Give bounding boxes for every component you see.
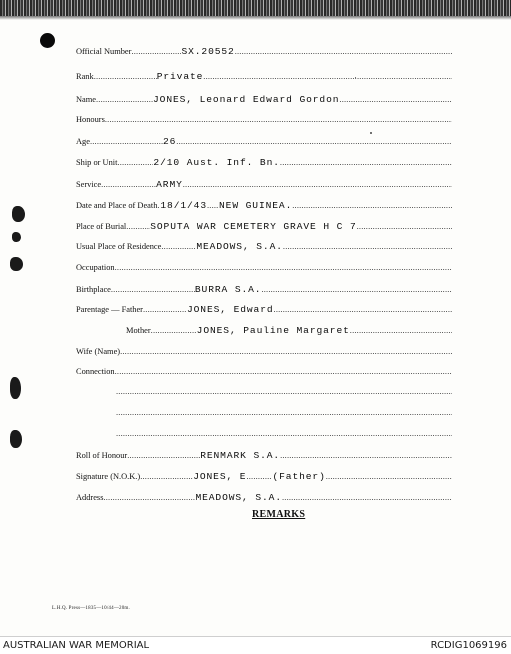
remarks-heading: REMARKS: [252, 509, 306, 520]
occupation-row: [76, 263, 452, 272]
connection-line: [116, 387, 452, 396]
usual-residence-value: MEADOWS, S.A.: [196, 241, 283, 252]
date-place-death-row: [76, 200, 452, 211]
leader-dots: [274, 305, 452, 314]
leader-dots: [111, 285, 195, 294]
connection-label: Connection: [76, 367, 115, 376]
leader-dots: [292, 201, 452, 210]
leader-dots: [207, 201, 219, 210]
age-label: Age: [76, 137, 90, 146]
leader-dots: [326, 472, 452, 481]
name-row: [76, 94, 452, 105]
leader-dots: [161, 242, 196, 251]
address-value: MEADOWS, S.A.: [195, 492, 282, 503]
birthplace-row: [76, 284, 452, 295]
printer-imprint: L.H.Q. Press—1835—10/44—20m.: [52, 606, 130, 611]
archive-footer: [0, 636, 511, 654]
binder-mark: [10, 377, 21, 399]
leader-dots: [246, 472, 272, 481]
ship-or-unit-label: Ship or Unit: [76, 158, 118, 167]
ship-or-unit-row: [76, 157, 452, 168]
leader-dots: [131, 47, 181, 56]
rank-value: Private: [156, 71, 204, 82]
leader-dots: [116, 429, 452, 438]
father-value: JONES, Edward: [186, 304, 274, 315]
leader-dots: [126, 222, 150, 231]
leader-dots: [283, 242, 452, 251]
age-row: [76, 136, 452, 147]
mother-label: Mother: [126, 326, 151, 335]
leader-dots: [140, 472, 193, 481]
connection-row: [76, 367, 452, 376]
roll-of-honour-row: [76, 450, 452, 461]
place-of-burial-row: [76, 221, 452, 232]
birthplace-label: Birthplace: [76, 285, 111, 294]
wife-label: Wife (Name): [76, 347, 121, 356]
death-date-value: 18/1/43: [160, 200, 207, 211]
leader-dots: [96, 95, 153, 104]
usual-residence-label: Usual Place of Residence: [76, 242, 162, 251]
official-number-value: SX.20552: [181, 46, 235, 57]
leader-dots: [282, 493, 452, 502]
leader-dots: [103, 493, 195, 502]
leader-dots: [280, 158, 452, 167]
father-row: [76, 304, 452, 315]
leader-dots: [116, 387, 452, 396]
leader-dots: [127, 451, 200, 460]
leader-dots: [183, 180, 452, 189]
rank-row: [76, 71, 452, 82]
signature-nok-label: Signature (N.O.K.): [76, 472, 141, 481]
scan-edge: [0, 0, 511, 16]
ship-or-unit-value: 2/10 Aust. Inf. Bn.: [153, 157, 280, 168]
roll-of-honour-label: Roll of Honour: [76, 451, 128, 460]
binder-mark: [10, 257, 23, 271]
official-number-label: Official Number: [76, 47, 132, 56]
leader-dots: [350, 326, 452, 335]
honours-row: [76, 115, 452, 124]
service-value: ARMY: [156, 179, 183, 190]
leader-dots: [176, 137, 452, 146]
leader-dots: [261, 285, 452, 294]
service-row: [76, 179, 452, 190]
usual-residence-row: [76, 241, 452, 252]
leader-dots: [90, 137, 163, 146]
birthplace-value: BURRA S.A.: [194, 284, 262, 295]
leader-dots: [339, 95, 452, 104]
binder-mark: [12, 206, 25, 222]
place-of-burial-value: SOPUTA WAR CEMETERY GRAVE H C 7: [150, 221, 357, 232]
leader-dots: [116, 408, 452, 417]
roll-of-honour-value: RENMARK S.A.: [200, 450, 281, 461]
signature-name-value: JONES, E: [193, 471, 247, 482]
speck: [370, 132, 372, 134]
leader-dots: [143, 305, 187, 314]
death-place-value: NEW GUINEA.: [219, 200, 293, 211]
occupation-label: Occupation: [76, 263, 115, 272]
mother-value: JONES, Pauline Margaret: [196, 325, 350, 336]
scan-edge-fade: [0, 16, 511, 20]
wife-row: [76, 347, 452, 356]
name-value: JONES, Leonard Edward Gordon: [153, 94, 340, 105]
signature-row: [76, 471, 452, 482]
rank-label: Rank: [76, 72, 94, 81]
leader-dots: [115, 367, 452, 376]
service-label: Service: [76, 180, 102, 189]
leader-dots: [117, 158, 153, 167]
honours-label: Honours: [76, 115, 105, 124]
binder-mark: [10, 430, 22, 448]
leader-dots: [280, 451, 452, 460]
parentage-father-label: Parentage — Father: [76, 305, 143, 314]
record-id: RCDIG1069196: [430, 640, 507, 651]
address-row: [76, 492, 452, 503]
binder-mark: [12, 232, 21, 242]
leader-dots: [120, 347, 452, 356]
punch-hole: [40, 33, 55, 48]
leader-dots: [94, 72, 157, 81]
signature-relation-value: (Father): [272, 471, 326, 482]
archive-name: AUSTRALIAN WAR MEMORIAL: [3, 640, 150, 651]
connection-line: [116, 408, 452, 417]
place-of-burial-label: Place of Burial: [76, 222, 127, 231]
leader-dots: [101, 180, 156, 189]
mother-row: [126, 325, 452, 336]
leader-dots: [235, 47, 452, 56]
age-value: 26: [162, 136, 177, 147]
address-label: Address: [76, 493, 104, 502]
leader-dots: [151, 326, 197, 335]
leader-dots: [105, 115, 452, 124]
leader-dots: [115, 263, 452, 272]
date-place-death-label: Date and Place of Death: [76, 201, 158, 210]
name-label: Name: [76, 95, 96, 104]
leader-dots: [203, 72, 452, 81]
connection-line: [116, 429, 452, 438]
official-number-row: [76, 46, 452, 57]
leader-dots: [357, 222, 452, 231]
